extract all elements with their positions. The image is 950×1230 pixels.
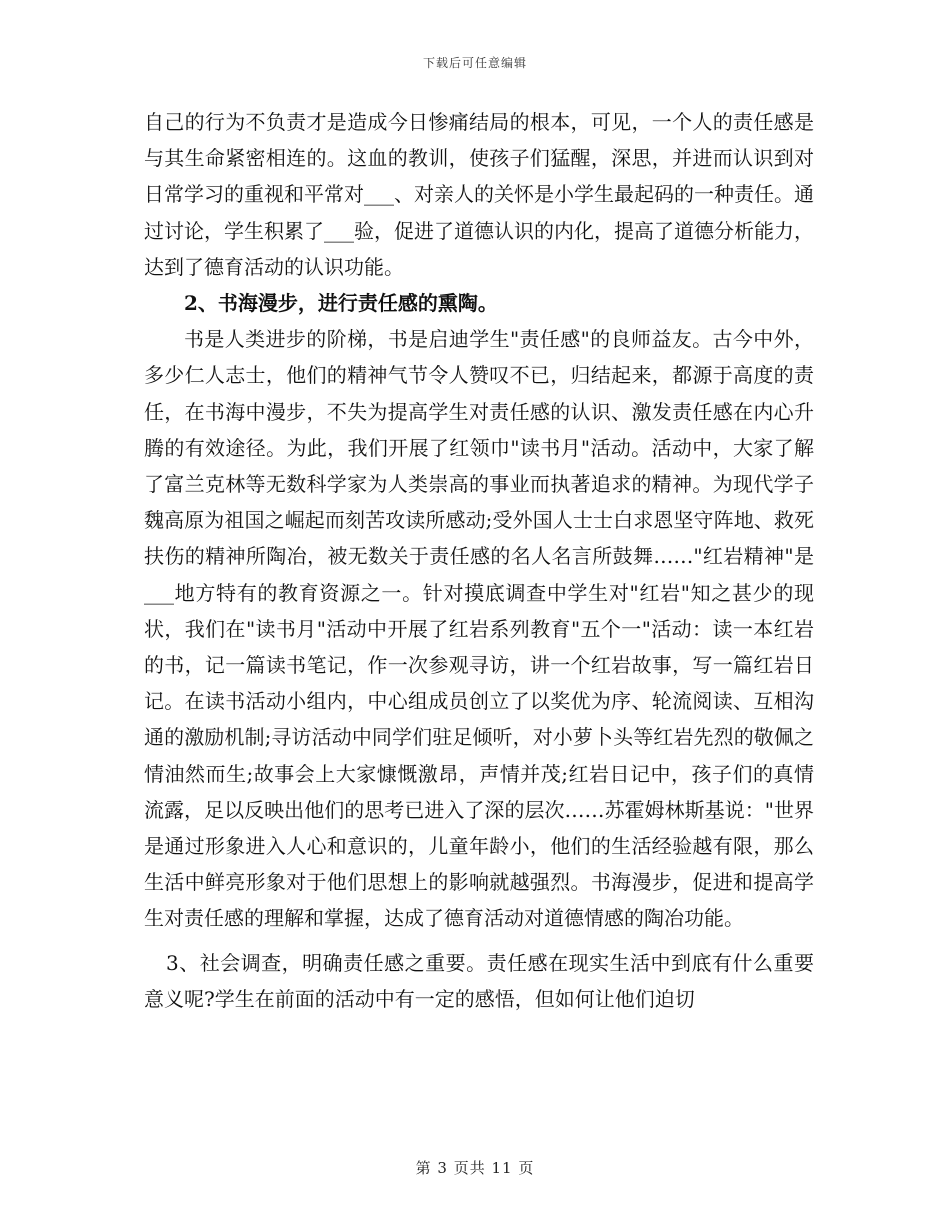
document-body	[144, 104, 814, 1017]
page-footer: 第 3 页共 11 页	[415, 1159, 535, 1177]
section-heading-2: 2、书海漫步，进行责任感的熏陶。	[184, 291, 498, 316]
paragraph-3: 3、社会调查，明确责任感之重要。责任感在现实生活中到底有什么重要意义呢?学生在前面的活动中有一定的感悟，但如何让他们迫切	[144, 950, 814, 1011]
page-header: 下载后可任意编辑	[422, 56, 527, 70]
paragraph-2: 书是人类进步的阶梯，书是启迪学生"责任感"的良师益友。古今中外，多少仁人志士，他们的精神气节令人赞叹不已，归结起来，都源于高度的责任，在书海中漫步，不失为提高学生对责任感的认识、激发责任感在内心升腾的有效途径。为此，我们开展了红领巾"读书月"活动。活动中，大家了解了富兰克林等无数科学家为人类崇高的事业而执著追求的精神。为现代学子魏高原为祖国之崛起而刻苦攻读所感动;受外国人士士白求恩坚守阵地、救死扶伤的精神所陶冶，被无数关于责任感的名人名言所鼓舞……"红岩精神"是___地方特有的教育资源之一。针对摸底调查中学生对"红岩"知之甚少的现状，我们在"读书月"活动中开展了红岩系列教育"五个一"活动：读一本红岩的书，记一篇读书笔记，作一次参观寻访，讲一个红岩故事，写一篇红岩日记。在读书活动小组内，中心组成员创立了以奖优为序、轮流阅读、互相沟通的激励机制;寻访活动中同学们驻足倾听，对小萝卜头等红岩先烈的敬佩之情油然而生;故事会上大家慷慨激昂，声情并茂;红岩日记中，孩子们的真情流露，足以反映出他们的思考已进入了深的层次……苏霍姆林斯基说："世界是通过形象进入人心和意识的，儿童年龄小，他们的生活经验越有限，那么生活中鲜亮形象对于他们思想上的影响就越强烈。书海漫步，促进和提高学生对责任感的理解和掌握，达成了德育活动对道德情感的陶冶功能。	[144, 327, 814, 931]
paragraph-1: 自己的行为不负责才是造成今日惨痛结局的根本，可见，一个人的责任感是与其生命紧密相连的。这血的教训，使孩子们猛醒，深思，并进而认识到对日常学习的重视和平常对___、对亲人的关怀是小学生最起码的一种责任。通过讨论，学生积累了___验，促进了道德认识的内化，提高了道德分析能力，达到了德育活动的认识功能。	[144, 110, 814, 279]
